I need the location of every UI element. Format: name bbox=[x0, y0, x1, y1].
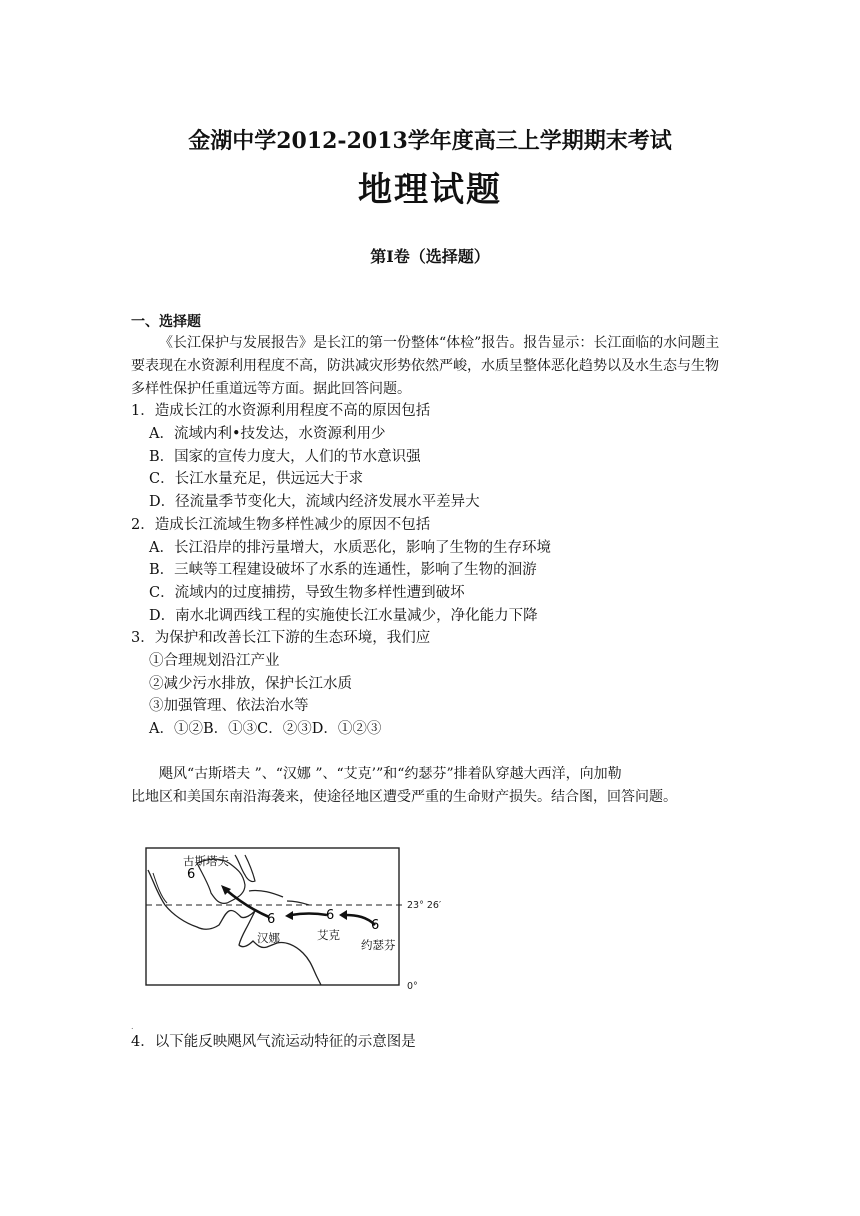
question-3-stem: 3．为保护和改善长江下游的生态环境，我们应 bbox=[131, 630, 431, 646]
question-3-choices: A．①②B．①③C．②③D．①②③ bbox=[149, 721, 382, 737]
question-1-option-c: C．长江水量充足，供远远大于求 bbox=[149, 471, 364, 487]
question-1-option-a: A．流域内利•技发达，水资源利用少 bbox=[149, 426, 386, 442]
hurricane-map bbox=[145, 845, 442, 992]
label-hanna: 汉娜 bbox=[257, 931, 280, 945]
question-2-option-d: D．南水北调西线工程的实施使长江水量减少，净化能力下降 bbox=[149, 608, 538, 624]
label-gustav: 古斯塔夫 bbox=[183, 854, 229, 868]
track-ike bbox=[291, 914, 327, 916]
question-1-option-b: B．国家的宣传力度大，人们的节水意识强 bbox=[149, 449, 421, 465]
question-1-option-d: D．径流量季节变化大，流域内经济发展水平差异大 bbox=[149, 494, 480, 510]
hurricane-symbol-ike: 6 bbox=[326, 908, 335, 923]
hurricane-symbol-gustav: 6 bbox=[187, 867, 196, 882]
question-2-option-a: A．长江沿岸的排污量增大，水质恶化，影响了生物的生存环境 bbox=[149, 540, 551, 556]
question-1-stem: 1．造成长江的水资源利用程度不高的原因包括 bbox=[131, 403, 431, 419]
equator-label: 0° bbox=[407, 981, 418, 992]
question-3-item-2: ②减少污水排放，保护长江水质 bbox=[149, 676, 352, 692]
question-4-stem: 4．以下能反映飓风气流运动特征的示意图是 bbox=[131, 1034, 416, 1050]
volume-heading: 第Ⅰ卷（选择题） bbox=[370, 247, 490, 266]
intro-passage-yangtze: 《长江保护与发展报告》是长江的第一份整体“体检”报告。报告显示：长江面临的水问题主要表现在水资源利用程度不高，防洪减灾形势依然严峻，水质呈整体恶化趋势以及水生态与生物多样性保护任重道远等方面。据此回答问题。 bbox=[131, 335, 720, 397]
label-ike: 艾克 bbox=[317, 928, 340, 942]
intro-passage-hurricane-line1: 飓风“古斯塔夫 ”、“汉娜 ”、“艾克’”和“约瑟芬”排着队穿越大西洋，向加勒 bbox=[159, 766, 622, 782]
question-3-item-3: ③加强管理、依法治水等 bbox=[149, 698, 309, 714]
question-2-option-c: C．流域内的过度捕捞，导致生物多样性遭到破坏 bbox=[149, 585, 465, 601]
question-2-option-b: B．三峡等工程建设破坏了水系的连通性，影响了生物的洄游 bbox=[149, 562, 537, 578]
question-2-stem: 2．造成长江流域生物多样性减少的原因不包括 bbox=[131, 517, 431, 533]
label-josephine: 约瑟芬 bbox=[361, 938, 396, 952]
stray-mark: . bbox=[131, 1022, 134, 1031]
hurricane-symbol-josephine: 6 bbox=[371, 918, 380, 933]
question-3-item-1: ①合理规划沿江产业 bbox=[149, 653, 280, 669]
section-heading: 一、选择题 bbox=[131, 314, 201, 330]
subject-title: 地理试题 bbox=[358, 170, 502, 210]
exam-title: 金湖中学2012-2013学年度高三上学期期末考试 bbox=[188, 128, 672, 154]
hurricane-symbol-hanna: 6 bbox=[267, 912, 276, 927]
intro-passage-hurricane-line2: 比地区和美国东南沿海袭来，使途径地区遭受严重的生命财产损失。结合图，回答问题。 bbox=[131, 789, 677, 805]
tropic-label: 23° 26′ bbox=[407, 900, 442, 911]
